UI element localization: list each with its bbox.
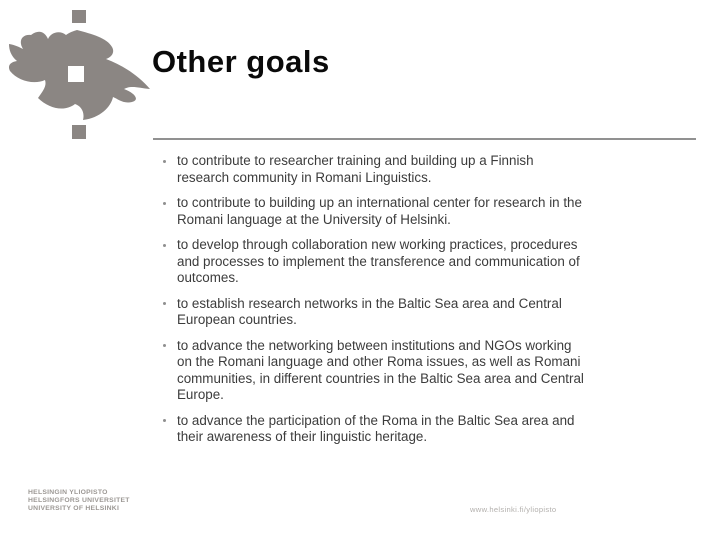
title-divider	[153, 138, 696, 140]
bullet-text: to contribute to researcher training and building up a Finnish research community in Romani Linguistics.	[177, 153, 534, 185]
bullet-icon	[163, 160, 166, 163]
bullet-text: to advance the participation of the Roma in the Baltic Sea area and their awareness of their linguistic heritage.	[177, 412, 575, 444]
bullet-text: to advance the networking between institutions and NGOs working on the Romani language and other Roma issues, as well as Romani communities, in different countries in the Baltic Sea area and Central Europe.	[177, 337, 584, 402]
list-item	[162, 237, 707, 287]
bullet-text: to establish research networks in the Baltic Sea area and Central European countries.	[177, 295, 562, 327]
bullet-icon	[163, 244, 166, 247]
logo-bottom-square	[72, 125, 86, 139]
list-item	[162, 296, 707, 329]
logo-center-square	[68, 66, 84, 82]
bullet-icon	[163, 302, 166, 305]
university-wordmark: HELSINGIN YLIOPISTO HELSINGFORS UNIVERSITET UNIVERSITY OF HELSINKI	[28, 489, 130, 512]
bullet-text: to contribute to building up an international center for research in the Romani language at the University of Helsinki.	[177, 195, 582, 227]
goals-list	[162, 153, 707, 455]
logo-top-square	[72, 10, 86, 23]
page-title: Other goals	[152, 44, 330, 79]
university-of-helsinki-logo	[0, 0, 160, 150]
list-item	[162, 338, 707, 404]
footer-url: www.helsinki.fi/yliopisto	[470, 505, 557, 514]
bullet-icon	[163, 344, 166, 347]
bullet-text: to develop through collaboration new working practices, procedures and processes to implement the transference and communication of outcomes.	[177, 237, 580, 285]
list-item	[162, 153, 707, 186]
bullet-icon	[163, 202, 166, 205]
list-item	[162, 413, 707, 446]
bullet-icon	[163, 419, 166, 422]
list-item	[162, 195, 707, 228]
